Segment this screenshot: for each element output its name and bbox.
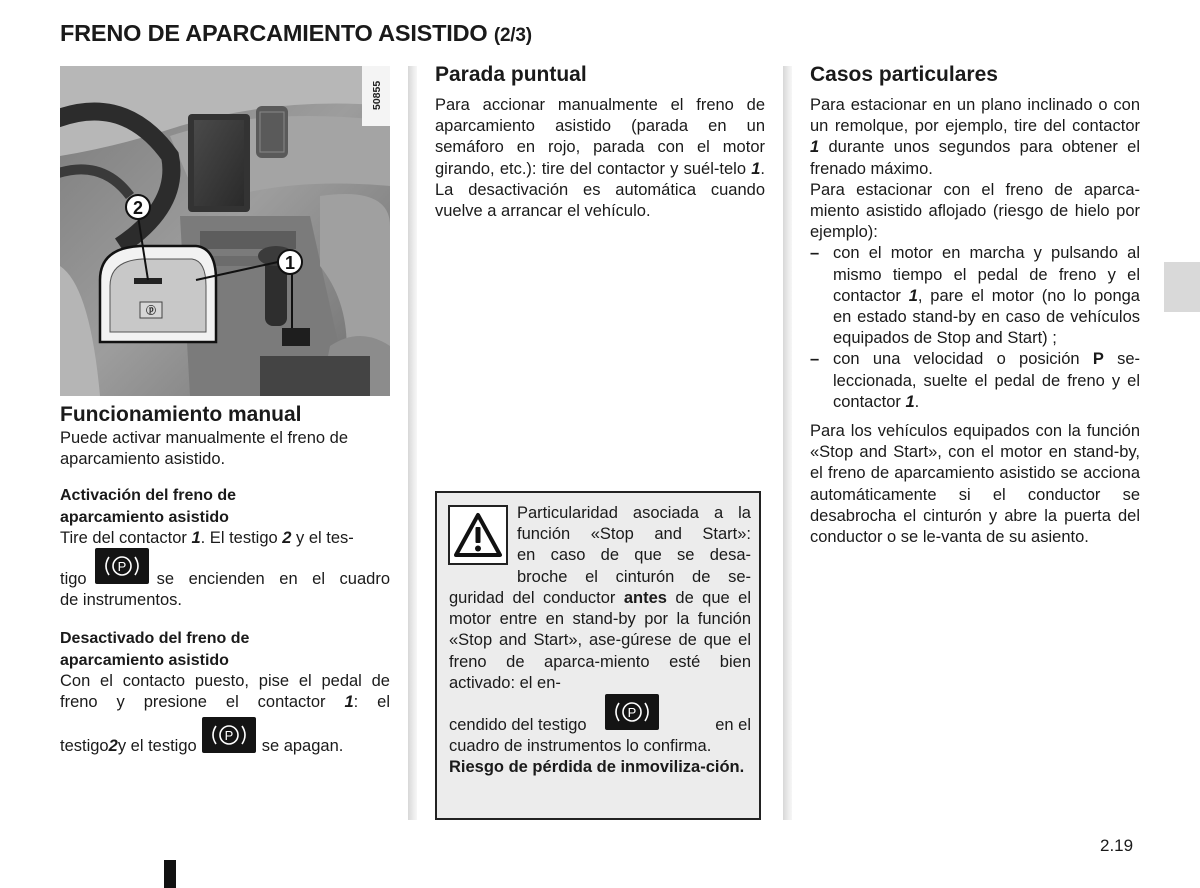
activation-text-line2 bbox=[60, 554, 390, 590]
dashboard-illustration bbox=[60, 66, 390, 396]
chapter-side-tab bbox=[1164, 262, 1200, 312]
deactivation-testigo: testigo bbox=[60, 737, 109, 756]
page-title-main: FRENO DE APARCAMIENTO ASISTIDO bbox=[60, 20, 488, 46]
casos-list bbox=[810, 243, 1140, 413]
warning-antes: antes bbox=[623, 589, 667, 607]
warning-box bbox=[435, 491, 761, 820]
ref-contactor-1e: 1 bbox=[908, 286, 918, 305]
manual-section bbox=[60, 402, 390, 757]
casos-item1-a: con el motor en marcha y pulsando al mismo tiempo el pedal de freno y el contactor bbox=[833, 244, 1140, 305]
page-number: 2.19 bbox=[1100, 836, 1134, 855]
activation-text-line1 bbox=[60, 528, 390, 549]
parking-brake-telltale-icon bbox=[95, 548, 149, 584]
manual-intro: Puede activar manualmente el freno de aparcamiento asistido. bbox=[60, 429, 349, 469]
deactivation-text-last bbox=[60, 721, 390, 757]
deactivation-text bbox=[60, 671, 390, 713]
activation-tigo: tigo bbox=[60, 570, 87, 588]
svg-text:ⓟ: ⓟ bbox=[146, 306, 156, 317]
deactivation-y-testigo: y el testigo bbox=[117, 737, 197, 756]
casos-p1-a: Para estacionar en un plano inclinado o con un remolque, por ejemplo, tire del contactor bbox=[810, 96, 1140, 136]
warning-line3: en caso de que se desa- bbox=[517, 546, 751, 565]
warning-body bbox=[449, 588, 751, 778]
deactivation-text-b: : el bbox=[353, 693, 390, 712]
parada-text-a: Para accionar manualmente el freno de aparcamiento asistido (parada en un semáforo en rojo, parada con el motor girando, etc.): tire del contactor y suél-telo bbox=[435, 96, 765, 178]
parada-section bbox=[435, 62, 765, 222]
activation-heading-line1: Activación del freno de bbox=[60, 487, 237, 505]
list-item bbox=[810, 243, 1140, 349]
casos-section bbox=[810, 62, 1140, 548]
parking-brake-telltale-icon bbox=[605, 694, 659, 730]
footer-marker bbox=[164, 860, 176, 888]
warning-rest-b: de que el motor entre en stand-by por la función «Stop and Start», ase-gúrese de que el freno de aparca-miento esté bien activado: el en- bbox=[449, 589, 751, 692]
deactivation-text-a: Con el contacto puesto, pise el pedal de freno y presione el contactor bbox=[60, 672, 390, 712]
activation-heading-line2: aparcamiento asistido bbox=[60, 508, 229, 526]
ref-contactor-1: 1 bbox=[191, 529, 201, 547]
ref-contactor-1c: 1 bbox=[751, 159, 761, 178]
ref-contactor-1d: 1 bbox=[810, 138, 820, 157]
casos-p1-b: durante unos segundos para obtener el frenado máximo. bbox=[810, 138, 1140, 178]
dashboard-drawing bbox=[60, 66, 390, 396]
activation-heading bbox=[60, 485, 390, 528]
list-item bbox=[810, 349, 1140, 413]
activation-text-a: Tire del contactor bbox=[60, 529, 192, 547]
parada-heading: Parada puntual bbox=[435, 63, 587, 86]
callout-1: 1 bbox=[284, 253, 296, 273]
deactivation-heading-line2: aparcamiento asistido bbox=[60, 651, 229, 669]
activation-text-line3: de instrumentos. bbox=[60, 591, 182, 610]
manual-heading: Funcionamiento manual bbox=[60, 403, 302, 426]
warning-triangle-icon bbox=[448, 505, 508, 565]
page-title bbox=[60, 20, 532, 47]
ref-contactor-1f: 1 bbox=[905, 392, 915, 411]
casos-item2-b: se-leccionada, suelte el pedal de freno y el contactor bbox=[833, 350, 1140, 411]
warning-telltale-line bbox=[449, 700, 751, 736]
warning-tell-a: cendido del testigo bbox=[449, 715, 587, 734]
casos-item1-b: , pare el motor (no lo ponga en estado stand-by en caso de vehículos equipados de Stop and Start) ; bbox=[833, 286, 1140, 348]
casos-paragraph-2: Para estacionar con el freno de aparca-miento asistido aflojado (riesgo de hielo por ejemplo): bbox=[810, 180, 1140, 242]
warning-tell-b: en el bbox=[715, 715, 751, 734]
casos-item2-c: . bbox=[914, 392, 920, 411]
warning-after: cuadro de instrumentos lo confirma. bbox=[449, 737, 712, 756]
page-title-part: (2/3) bbox=[493, 25, 532, 46]
casos-paragraph-1 bbox=[810, 95, 1140, 180]
deactivation-se-apagan: se apagan. bbox=[261, 737, 344, 756]
casos-item2-p: P bbox=[1092, 350, 1104, 369]
parking-brake-telltale-icon bbox=[202, 717, 256, 753]
ref-telltale-2: 2 bbox=[282, 529, 292, 547]
svg-text:P: P bbox=[627, 705, 636, 721]
warning-line1: Particularidad asociada a la bbox=[517, 504, 751, 522]
warning-line2: función «Stop and Start»: bbox=[517, 525, 751, 544]
warning-risk: Riesgo de pérdida de inmoviliza-ción. bbox=[449, 758, 745, 777]
ref-telltale-2b: 2 bbox=[108, 737, 118, 756]
activation-text-d: se encienden en el cuadro bbox=[156, 570, 390, 588]
parada-text-b: . La desactivación es automática cuando vuelve a arrancar el vehículo. bbox=[435, 159, 765, 221]
svg-text:P: P bbox=[117, 559, 126, 575]
column-divider-left bbox=[408, 66, 417, 820]
warning-first-lines bbox=[517, 503, 751, 588]
activation-text-b: . El testigo bbox=[200, 529, 283, 547]
activation-text-c: y el tes- bbox=[291, 529, 354, 547]
warning-rest-a: guridad del conductor bbox=[449, 589, 624, 607]
figure-reference-number: 50855 bbox=[371, 80, 383, 110]
deactivation-heading-line1: Desactivado del freno de bbox=[60, 630, 250, 648]
column-divider-right bbox=[783, 66, 792, 820]
warning-line4: broche el cinturón de se- bbox=[517, 567, 751, 586]
casos-paragraph-3: Para los vehículos equipados con la función «Stop and Start», con el motor en stand-by, el freno de aparcamiento asistido se acciona automáticamente si el conductor se desabrocha el cinturón y abre la puerta del conductor o se le-vanta de su asiento. bbox=[810, 422, 1140, 547]
casos-heading: Casos particulares bbox=[810, 63, 998, 86]
callout-2: 2 bbox=[132, 198, 144, 218]
parada-text bbox=[435, 95, 765, 222]
svg-text:P: P bbox=[224, 728, 234, 744]
ref-contactor-1b: 1 bbox=[344, 693, 354, 712]
warning-rest bbox=[449, 588, 751, 694]
deactivation-heading bbox=[60, 628, 390, 671]
casos-item2-a: con una velocidad o posición bbox=[833, 350, 1093, 369]
